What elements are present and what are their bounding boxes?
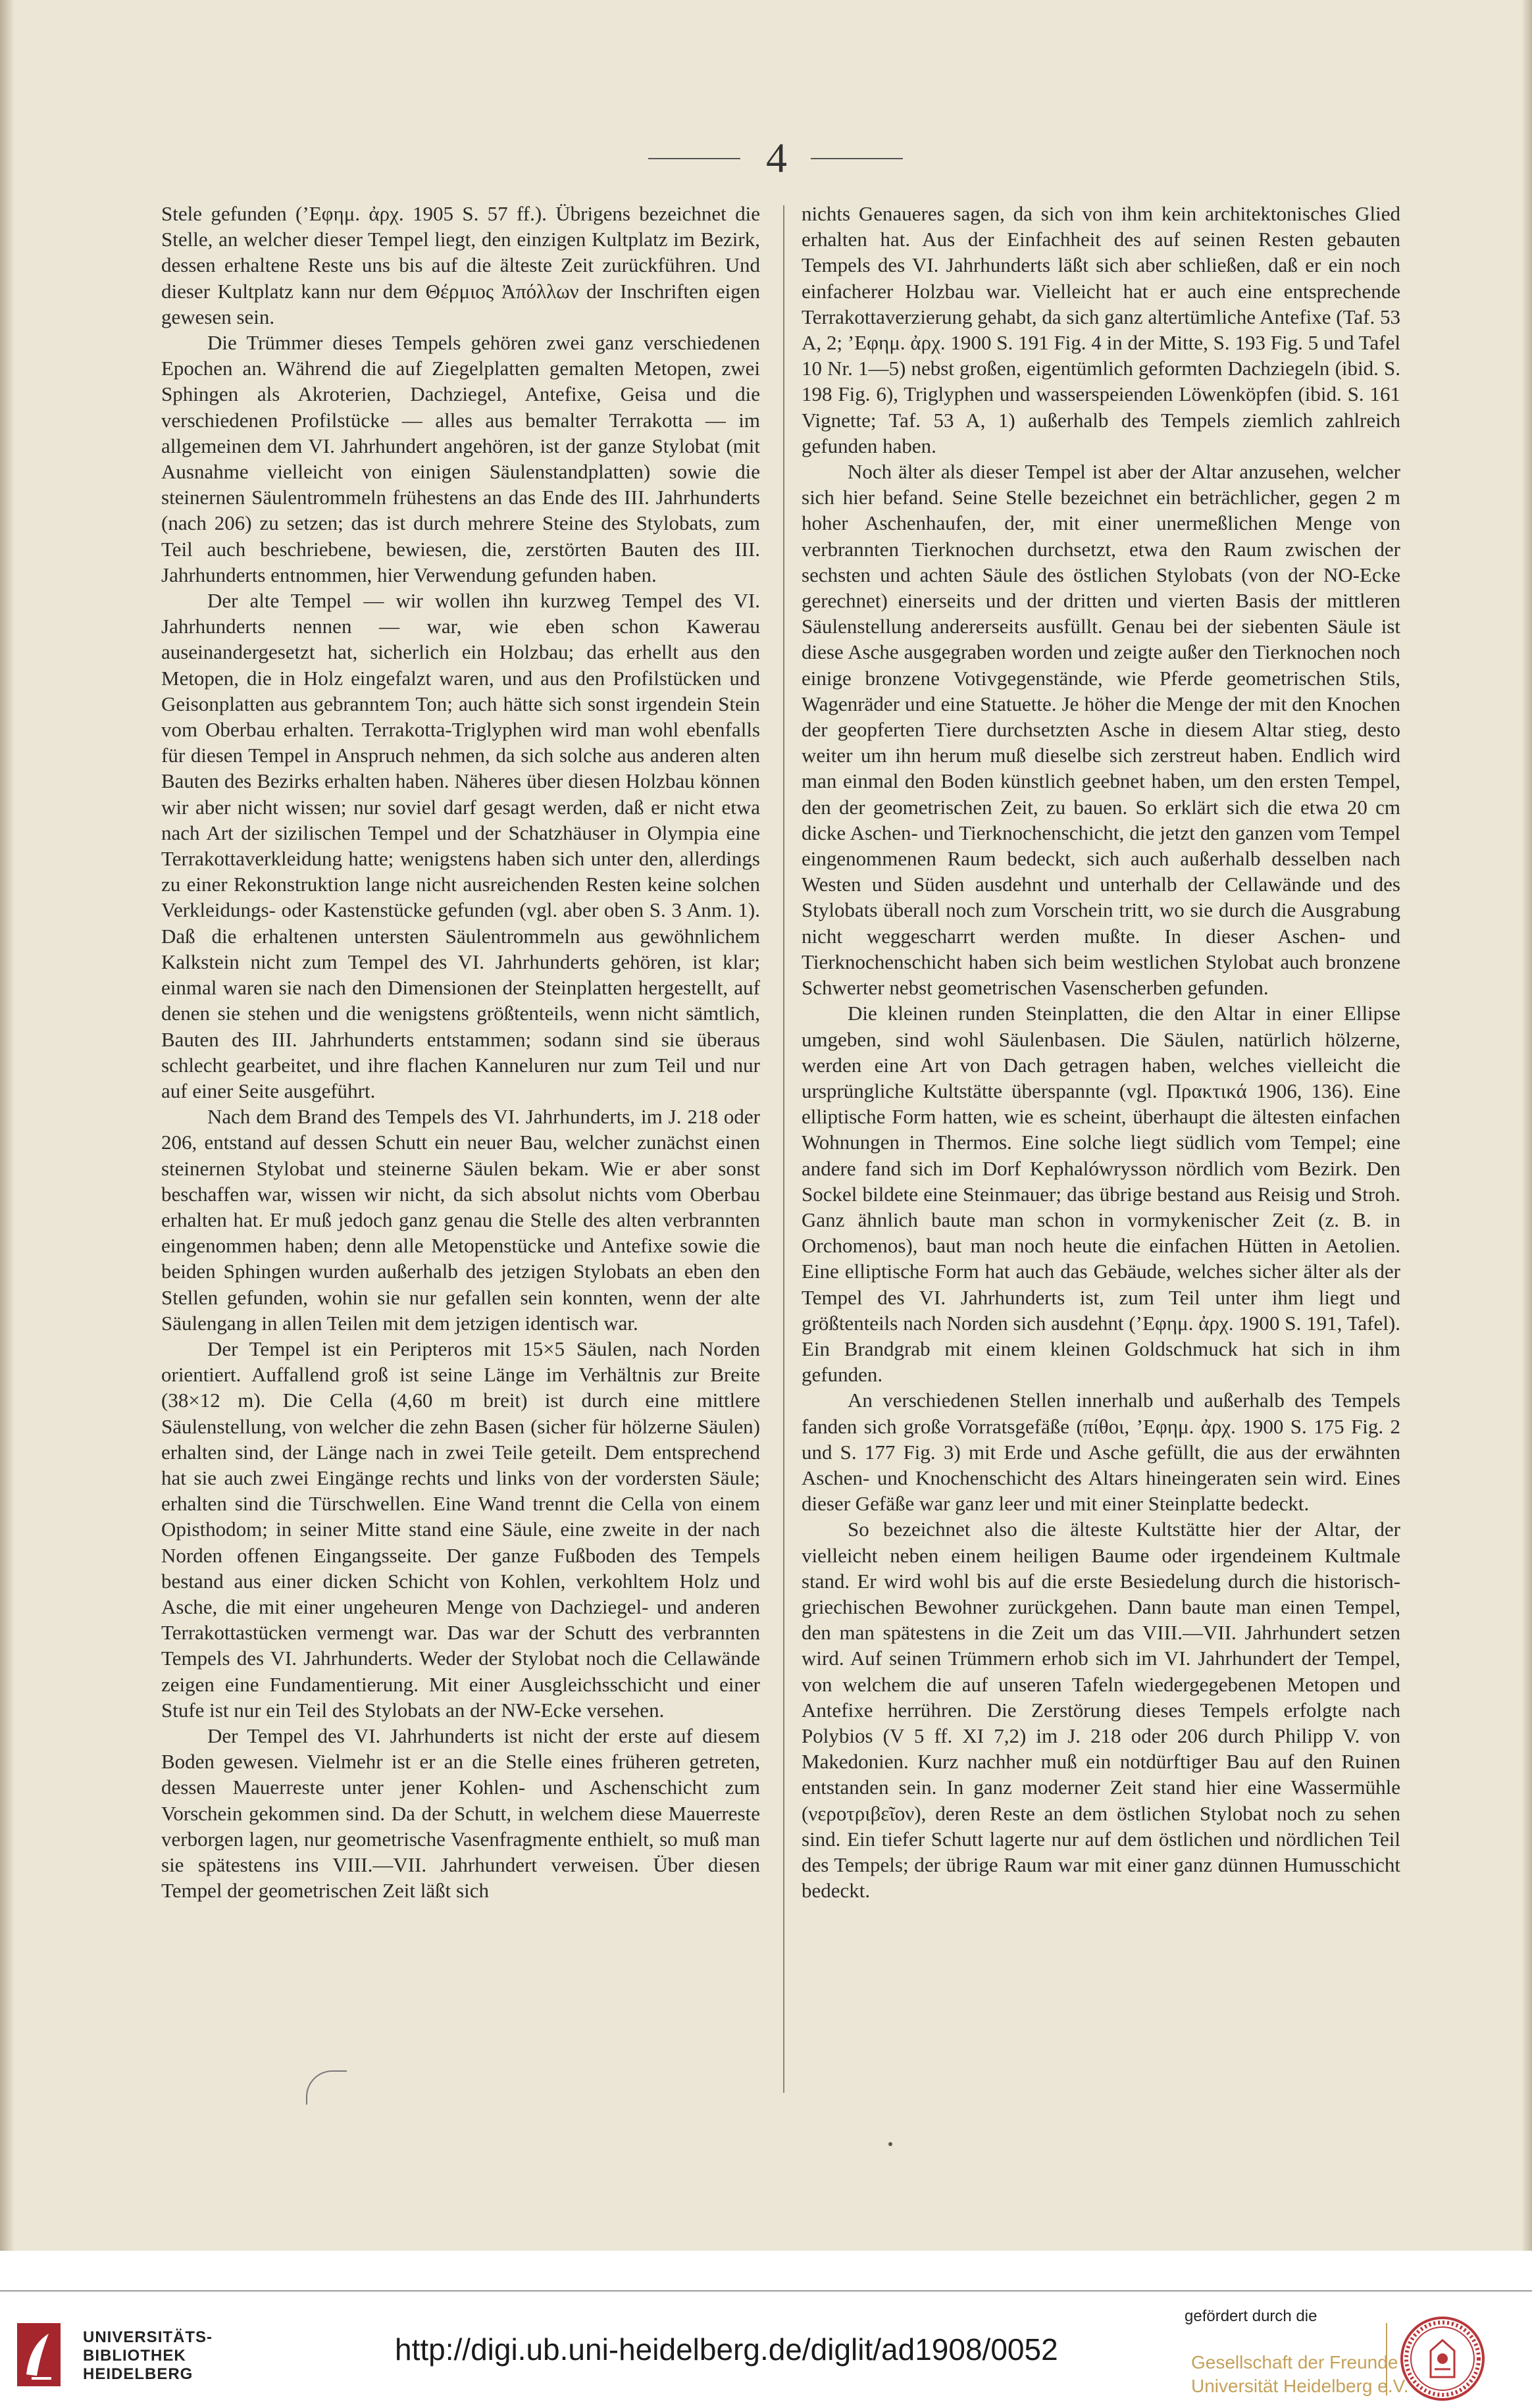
sponsor-name-line: Gesellschaft der Freunde	[1191, 2352, 1398, 2372]
paragraph: Der Tempel des VI. Jahrhunderts ist nicht der erste auf diesem Boden gewesen. Vielmehr ist er an die Stelle eines früheren getreten, dessen Mauerreste unter jener Kohlen- und Aschenschicht zum Vorschein gekommen sind. Da der Schutt, in welchem diese Mauerreste verborgen lagen, nur geometrische Vasenfragmente enthielt, so muß man sie spätestens ins VIII.—VII. Jahrhundert verweisen. Über diesen Tempel der geometrischen Zeit läßt sich	[161, 1724, 760, 1903]
paragraph: Stele gefunden (’Εφημ. ἀρχ. 1905 S. 57 ff.). Übrigens bezeichnet die Stelle, an welcher dieser Tempel liegt, den einzigen Kultplatz im Bezirk, dessen erhaltene Reste uns bis auf die älteste Zeit zurückführen. Und dieser Kultplatz kann nur dem Θέρμιος Ἀπόλλων der Inschriften eigen gewesen sein.	[161, 202, 760, 328]
paragraph: Die Trümmer dieses Tempels gehören zwei ganz verschiedenen Epochen an. Während die auf Ziegelplatten gemalten Metopen, zwei Sphingen als Akroterien, Dachziegel, Antefixe, Geisa und die verschiedenen Profilstücke — alles aus bemalter Terrakotta — im allgemeinen dem VI. Jahrhundert angehören, ist der ganze Stylobat (mit Ausnahme vielleicht von einigen Säulenstandplatten) sowie die steinernen Säulentrommeln frühestens an das Ende des III. Jahrhunderts (nach 206) zu setzen; das ist durch mehrere Steine des Stylobats, zum Teil auch beschriebene, bewiesen, die, zerstörten Bauten des III. Jahrhunderts entnommen, hier Verwendung gefunden haben.	[161, 331, 760, 586]
funded-by-label: gefördert durch die	[1185, 2307, 1317, 2325]
paragraph: Die kleinen runden Steinplatten, die den Altar in einer Ellipse umgeben, sind wohl Säulenbasen. Die Säulen, natürlich hölzerne, werden eine Art von Dach getragen haben, welches vielleicht die ursprüngliche Kultstätte überspannte (vgl. Πρακτικά 1906, 136). Eine elliptische Form hatten, wie es scheint, überhaupt die ältesten einfachen Wohnungen in Thermos. Eine solche liegt südlich vom Tempel; eine andere fand sich im Dorf Kephalówrysson nördlich vom Bezirk. Den Sockel bildete eine Steinmauer; das übrige bestand aus Reisig und Stroh. Ganz ähnlich baute man schon in vormykenischer Zeit (z. B. in Orchomenos), baut man noch heute die einfachen Hütten in Aetolien. Eine elliptische Form hat auch das Gebäude, welches sicher älter als der Tempel des VI. Jahrhunderts ist, zum Teil unter ihm liegt und größtenteils nach Norden sich ausdehnt (’Εφημ. ἀρχ. 1900 S. 191, Tafel). Ein Brandgrab mit einem kleinen Goldschmuck hat sich in ihm gefunden.	[802, 1002, 1400, 1387]
sponsor-name-line: Universität Heidelberg e.V.	[1191, 2376, 1409, 2396]
university-library-logo-icon	[17, 2323, 61, 2386]
page-edge-right	[1521, 0, 1532, 2251]
text-column-left	[161, 201, 760, 1903]
header-rule-right	[811, 158, 903, 159]
paragraph: Der Tempel ist ein Peripteros mit 15×5 Säulen, nach Norden orientiert. Auffallend groß ist seine Länge im Verhältnis zur Breite (38×12 m). Die Cella (4,60 m breit) ist durch eine mittlere Säulenstellung, von welcher die zehn Basen (sicher für hölzerne Säulen) erhalten sind, der Länge nach in zwei Teile geteilt. Dem entsprechend hat sie auch zwei Eingänge rechts und links von der vordersten Säule; erhalten sind die Türschwellen. Eine Wand trennt die Cella von einem Opisthodom; in seiner Mitte stand eine Säule, eine zweite in der nach Norden offenen Eingangsseite. Der ganze Fußboden des Tempels bestand aus einer dicken Schicht von Kohlen, verkohltem Holz und Asche, die mit einer ungeheuren Menge von Dachziegel- und anderen Terrakottastücken vermengt war. Das war der Schutt des verbrannten Tempels des VI. Jahrhunderts. Weder der Stylobat noch die Cellawände zeigen eine Fundamentierung. Mit einer Ausgleichsschicht und einer Stufe ist nur ein Teil des Stylobats an der NW-Ecke versehen.	[161, 1337, 760, 1722]
paragraph: nichts Genaueres sagen, da sich von ihm kein architektonisches Glied erhalten hat. Aus der Einfachheit des auf seinen Resten gebauten Tempels des VI. Jahrhunderts läßt sich aber schließen, daß er ein noch einfacherer Holzbau war. Vielleicht hat er auch eine entsprechende Terrakottaverzierung gehabt, da sich ganz altertümliche Antefixe (Taf. 53 A, 2; ’Εφημ. ἀρχ. 1900 S. 191 Fig. 4 in der Mitte, S. 193 Fig. 5 und Tafel 10 Nr. 1—5) nebst großen, eigentümlich geformten Dachziegeln (ibid. S. 198 Fig. 6), Triglyphen und wasserspeienden Löwenköpfen (ibid. S. 161 Vignette; Taf. 53 A, 1) außerhalb des Tempels ziemlich zahlreich gefunden haben.	[802, 202, 1400, 457]
page-header	[0, 132, 1532, 191]
paragraph: Der alte Tempel — wir wollen ihn kurzweg Tempel des VI. Jahrhunderts nennen — war, wie eben schon Kawerau auseinandergesetzt hat, sicherlich ein Holzbau; das erhellt aus den Metopen, die in Holz eingefalzt waren, und aus den Profilstücken und Geisonplatten aus gebranntem Ton; auch hätte sich sonst irgendein Stein vom Oberbau erhalten. Terrakotta-Triglyphen wird man wohl ebenfalls für diesen Tempel in Anspruch nehmen, da sich solche aus anderen alten Bauten des Bezirks erhalten haben. Näheres über diesen Holzbau können wir aber nicht wissen; nur soviel darf gesagt werden, daß er nicht etwa nach Art der sizilischen Tempel und der Schatzhäuser in Olympia eine Terrakottaverkleidung hatte; wenigstens haben sich unter den, allerdings zu einer Rekonstruktion lange nicht ausreichenden Resten keine solchen Verkleidungs- oder Kastenstücke gefunden (vgl. aber oben S. 3 Anm. 1). Daß die erhaltenen untersten Säulentrommeln aus gewöhnlichem Kalkstein nicht zum Tempel des VI. Jahrhunderts gehören, ist klar; einmal waren sie nach den Dimensionen der Steinplatten hergestellt, auf denen sie stehen und die wenigstens größtenteils, wenn nicht sämtlich, Bauten des III. Jahrhunderts entstammen; sodann sind sie überaus schlecht gearbeitet, und ihre flachen Kanneluren nur zum Teil und nur auf einer Seite ausgeführt.	[161, 589, 760, 1102]
text-column-right	[802, 201, 1400, 1903]
permalink-url[interactable]: http://digi.ub.uni-heidelberg.de/diglit/ad1908/0052	[395, 2332, 1058, 2367]
paragraph: So bezeichnet also die älteste Kultstätte hier der Altar, der vielleicht neben einem heiligen Baume oder irgendeinem Kultmale stand. Er wird wohl bis auf die erste Besiedelung durch die historisch-griechischen Bewohner zurückgehen. Dann baute man einen Tempel, den man spätestens in die Zeit um das VIII.—VII. Jahrhundert setzen wird. Auf seinen Trümmern erhob sich im VI. Jahrhundert der Tempel, von welchem die auf unseren Tafeln wiedergegebenen Metopen und Antefixe herrühren. Die Zerstörung dieses Tempels erfolgte nach Polybios (V 5 ff. XI 7,2) im J. 218 oder 206 durch Philipp V. von Makedonien. Kurz nachher muß ein notdürftiger Bau auf den Ruinen entstanden sein. In ganz moderner Zeit stand hier eine Wassermühle (νεροτριβεῖον), deren Reste an dem östlichen Stylobat noch zu sehen sind. Ein tiefer Schutt lagerte nur auf dem östlichen und nördlichen Teil des Tempels; der übrige Raum war mit einer ganz dünnen Humusschicht bedeckt.	[802, 1518, 1400, 1903]
library-name	[83, 2328, 213, 2384]
header-rule-left	[648, 158, 740, 159]
page-number: 4	[766, 134, 787, 181]
library-name-line: BIBLIOTHEK	[83, 2347, 186, 2365]
footer-divider	[0, 2290, 1532, 2292]
sponsor-name	[1191, 2351, 1408, 2398]
ink-speck	[888, 2142, 892, 2146]
library-name-line: UNIVERSITÄTS-	[83, 2328, 213, 2346]
column-divider	[783, 205, 784, 2093]
paragraph: Noch älter als dieser Tempel ist aber der Altar anzusehen, welcher sich hier befand. Seine Stelle bezeichnet ein beträchlicher, gegen 2 m hoher Aschenhaufen, der, mit einer unermeßlichen Menge von verbrannten Tierknochen durchsetzt, etwa den Raum zwischen der sechsten und achten Säule des östlichen Stylobats (von der NO-Ecke gerechnet) einerseits und der dritten und vierten Basis der mittleren Säulenstellung andererseits ausfüllt. Genau bei der siebenten Säule ist diese Asche ausgegraben worden und zeigte außer den Tierknochen noch einige bronzene Votivgegenstände, wie Pferde geometrischen Stils, Wagenräder und eine Statuette. Je höher die Menge der mit den Knochen der geopferten Tiere durchsetzten Asche in diesem Altar stieg, desto weiter um ihn herum muß dieselbe sich zerstreut haben. Endlich wird man einmal den Boden künstlich geebnet haben, um den ersten Tempel, den der geometrischen Zeit, zu bauen. So erklärt sich die etwa 20 cm dicke Aschen- und Tierknochenschicht, die jetzt den ganzen vom Tempel eingenommenen Raum bedeckt, sich auch außerhalb desselben nach Westen und Süden ausdehnt und unterhalb der Cellawände und des Stylobats überall noch zum Vorschein tritt, wo sie durch die Ausgrabung nicht weggescharrt werden mußte. In dieser Aschen- und Tierknochenschicht haben sich beim westlichen Stylobat auch bronzene Schwerter nebst geometrischen Vasenscherben gefunden.	[802, 460, 1400, 1000]
library-name-line: HEIDELBERG	[83, 2365, 193, 2383]
sponsor-divider	[1386, 2323, 1387, 2395]
digitization-footer	[0, 2251, 1532, 2408]
page-edge-left	[0, 0, 14, 2251]
university-seal-icon	[1400, 2317, 1485, 2401]
paragraph: Nach dem Brand des Tempels des VI. Jahrhunderts, im J. 218 oder 206, entstand auf dessen Schutt ein neuer Bau, welcher zunächst einen steinernen Stylobat und steinerne Säulen bekam. Wie er aber sonst beschaffen war, wissen wir nicht, da sich absolut nichts vom Oberbau erhalten hat. Er muß jedoch ganz genau die Stelle des alten verbrannten eingenommen haben; denn alle Metopenstücke und Antefixe sowie die beiden Sphingen wurden außerhalb des jetzigen Stylobats an eben den Stellen gefunden, wohin sie nur gefallen sein konnten, wenn der alte Säulengang in allen Teilen mit dem jetzigen identisch war.	[161, 1105, 760, 1335]
pencil-mark	[306, 2070, 347, 2105]
paragraph: An verschiedenen Stellen innerhalb und außerhalb des Tempels fanden sich große Vorratsgefäße (πίθοι, ’Εφημ. ἀρχ. 1900 S. 175 Fig. 2 und S. 177 Fig. 3) mit Erde und Asche gefüllt, die aus der erwähnten Aschen- und Knochenschicht des Altars hineingeraten sein wird. Eines dieser Gefäße war ganz leer und mit einer Steinplatte bedeckt.	[802, 1389, 1400, 1516]
